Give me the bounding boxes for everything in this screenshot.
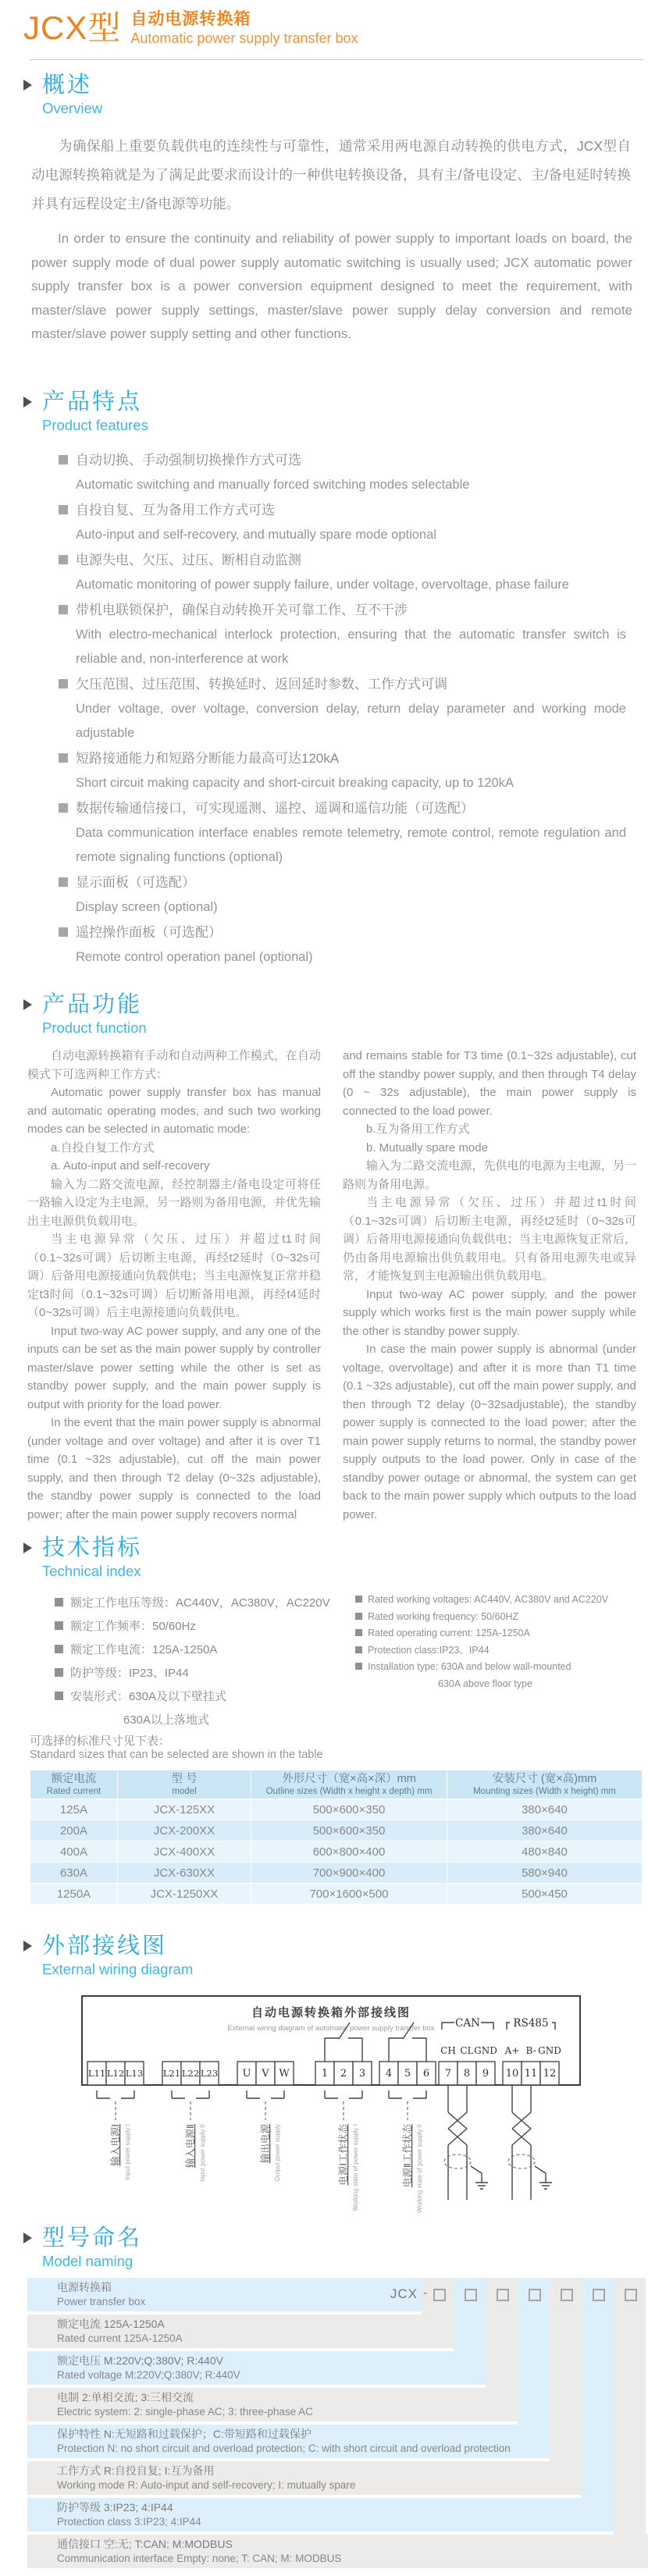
cell: JCX-200XX: [118, 1820, 251, 1841]
feature-en: Automatic switching and manually forced switching modes selectable: [76, 478, 470, 492]
list-item: [355, 1659, 644, 1676]
list-item: [59, 745, 626, 795]
terminal-label: 8: [463, 2068, 471, 2080]
table-row: [30, 1841, 643, 1863]
pin-label: CH: [440, 2045, 456, 2056]
square-bullet-icon: [59, 927, 68, 937]
cell: JCX-400XX: [118, 1841, 251, 1863]
model-code-box: [497, 2289, 509, 2301]
terminal-label: 4: [385, 2068, 393, 2080]
section-function: [0, 991, 648, 1524]
product-title-block: [130, 9, 358, 47]
feature-en: Data communication interface enables remote telemetry, remote control, remote regulation and remote signaling functions (optional): [76, 826, 626, 864]
terminal-label: L23: [200, 2068, 219, 2079]
section-title-cn: 型号命名: [42, 2226, 143, 2250]
table-row: [30, 1884, 643, 1905]
tech-item-en: Rated operating current: 125A-1250A: [368, 1628, 530, 1638]
cell: 600×800×400: [251, 1841, 447, 1863]
pin-label: A+: [504, 2045, 520, 2056]
cell: 500×600×350: [251, 1799, 447, 1820]
model-code-box: [465, 2289, 477, 2301]
column-header: 外形尺寸（宽×高×深）mm Outline sizes (Width x height x depth) mm: [251, 1770, 447, 1799]
cell: 500×600×350: [251, 1820, 447, 1841]
paragraph: 自动电源转换箱有手动和自动两种工作模式，在自动模式下可选两种工作方式：: [27, 1049, 321, 1081]
section-title-cn: 外部接线图: [42, 1934, 168, 1959]
square-bullet-icon: [59, 679, 68, 688]
model-row: 电制 2:单相交流; 3:三相交流 Electric system: 2: single-phase AC; 3: three-phase AC: [27, 2388, 518, 2421]
list-item: [59, 497, 626, 547]
tech-item-en: Rated working voltages: AC440V, AC380V and AC220V: [368, 1594, 609, 1605]
function-right-column: [343, 1047, 636, 1524]
ground-icon: [471, 2166, 488, 2189]
cell: 580×940: [447, 1863, 643, 1884]
paragraph: 输入为二路交流电源，先供电的电源为主电源，另一路则为备用电源。: [343, 1159, 636, 1191]
group-label-en: Working state of power supply I: [352, 2124, 359, 2211]
paragraph: b.互为备用工作方式: [366, 1123, 470, 1136]
wiring-diagram: [81, 1995, 581, 2223]
section-features: [0, 389, 648, 970]
terminal-label: 9: [482, 2068, 490, 2080]
list-item: [59, 671, 626, 745]
tech-item-en-sub: 630A above floor type: [438, 1678, 532, 1689]
feature-cn: 自动切换、手动强制切换操作方式可选: [76, 453, 301, 468]
cell: 700×1600×500: [251, 1884, 447, 1905]
square-bullet-icon: [55, 1598, 63, 1606]
paragraph: and remains stable for T3 time (0.1~32s adjustable), cut off the standby power supply, and then through T4 delay (0 ~ 32s adjustable), the main power supply is connected to the load power.: [343, 1049, 636, 1118]
model-stripe: [582, 2278, 614, 2532]
product-title-en: Automatic power supply transfer box: [130, 30, 358, 46]
tech-item-en: Rated working frequency: 50/60HZ: [368, 1610, 519, 1622]
paragraph: a.自投自复工作方式: [51, 1140, 155, 1155]
paragraph: a. Auto-input and self-recovery: [51, 1159, 210, 1172]
triangle-bullet-icon: [23, 2233, 32, 2243]
terminal-label: L22: [181, 2068, 200, 2079]
feature-cn: 数据传输通信接口，可实现遥测、遥控、遥调和遥信功能（可选配）: [76, 801, 474, 816]
list-item: [59, 447, 626, 497]
square-bullet-icon: [355, 1596, 362, 1603]
terminal-label: L21: [162, 2068, 181, 2079]
cell: JCX-1250XX: [118, 1884, 251, 1905]
terminal-label: 3: [358, 2068, 366, 2080]
cell: 500×450: [447, 1884, 643, 1905]
terminal-label: 12: [543, 2068, 557, 2080]
pin-label: GND: [474, 2045, 497, 2056]
tech-list-en: [355, 1592, 644, 1692]
cell: 380×640: [447, 1799, 643, 1820]
section-title-cn: 概述: [42, 73, 93, 98]
table-intro-cn: 可选择的标准尺寸见下表：: [30, 1735, 171, 1748]
group-label-cn: 输入电源Ⅰ: [110, 2124, 121, 2166]
paragraph: b. Mutually spare mode: [366, 1140, 488, 1155]
features-header: [0, 389, 648, 435]
pin-label: B-: [525, 2045, 536, 2056]
model-code-box: [593, 2289, 605, 2301]
ground-icon: [535, 2166, 552, 2189]
terminal-label: U: [242, 2068, 251, 2080]
cell: 480×840: [447, 1841, 643, 1863]
section-size-table: [0, 1735, 648, 1905]
group-label-cn: 电源Ⅰ工作状态: [338, 2124, 349, 2186]
triangle-bullet-icon: [23, 999, 32, 1010]
terminal-label: V: [262, 2068, 269, 2080]
rs485-bus-label: RS485: [513, 2017, 549, 2030]
feature-cn: 显示面板（可选配）: [76, 875, 195, 890]
terminal-label: L11: [87, 2068, 106, 2079]
feature-cn: 电源失电、欠压、过压、断相自动监测: [76, 553, 301, 568]
list-item: [55, 1615, 355, 1638]
terminal-label: 1: [321, 2068, 329, 2080]
list-item: [59, 547, 626, 597]
model-header: [0, 2225, 648, 2271]
triangle-bullet-icon: [23, 80, 32, 91]
section-title-en: External wiring diagram: [42, 1961, 194, 1977]
model-row: 电源转换箱 Power transfer box: [27, 2278, 422, 2311]
terminal-label: L12: [106, 2068, 125, 2079]
cell: 125A: [30, 1799, 118, 1820]
cell: JCX-125XX: [118, 1799, 251, 1820]
group-label-en: Output power supply: [274, 2124, 281, 2182]
terminal-label: 5: [404, 2068, 411, 2080]
table-intro-en: Standard sizes that can be selected are shown in the table: [30, 1749, 323, 1761]
cell: 630A: [30, 1863, 118, 1884]
tech-item-cn: 额定工作电流：125A-1250A: [70, 1643, 218, 1656]
feature-en: Remote control operation panel (optional): [76, 950, 313, 964]
terminal-label: L13: [125, 2068, 144, 2079]
group-label-en: Input power supply I: [124, 2124, 131, 2180]
square-bullet-icon: [59, 555, 68, 564]
list-item: [55, 1638, 355, 1662]
triangle-bullet-icon: [23, 1941, 32, 1952]
paragraph: In case the main power supply is abnormal (under voltage, overvoltage) and after it is more than T1 time (0.1 ~32s adjustable), cut off the main power supply, and then through T2 delay (0~32sadjustable), the standby power supply is connected to the load power; after the main power supply returns to normal, the standby power supply outputs to the load power. Only in case of the standby power outage or abnormal, the system can get back to the main power supply which outputs to the load power.: [343, 1343, 636, 1521]
feature-list: [59, 447, 626, 970]
list-item: [55, 1662, 355, 1685]
group-label-cn: 输出电源: [260, 2124, 271, 2164]
paragraph: 输入为二路交流电源，经控制器主/备电设定可将任一路输入设定为主电源，另一路则为备用电源，并优先输出主电源供负载用电。: [27, 1177, 321, 1228]
model-row: 通信接口 空:无; T:CAN; M:MODBUS Communication interface Empty: none; T: CAN; M: MODBUS: [27, 2535, 648, 2568]
terminal-label: 11: [524, 2068, 538, 2080]
square-bullet-icon: [59, 877, 68, 887]
cell: 200A: [30, 1820, 118, 1841]
column-header: 型 号 model: [118, 1770, 251, 1799]
section-title-en: Product features: [42, 417, 148, 433]
model-naming-diagram: [27, 2278, 648, 2568]
square-bullet-icon: [55, 1621, 63, 1630]
tech-header: [0, 1535, 648, 1581]
product-title-cn: 自动电源转换箱: [130, 10, 251, 28]
square-bullet-icon: [55, 1645, 63, 1653]
table-row: [30, 1863, 643, 1884]
terminal-label: 7: [444, 2068, 452, 2080]
group-label-en: Working state of power supply II: [416, 2124, 423, 2213]
overview-paragraph-cn: 为确保船上重要负载供电的连续性与可靠性，通常采用两电源自动转换的供电方式，JCX型自动电源转换箱就是为了满足此要求而设计的一种供电转换设备，具有主/备电设定、主/备电延时转换并具有远程设定主/备电源等功能。: [31, 138, 631, 212]
cell: 380×640: [447, 1820, 643, 1841]
table-row: [30, 1820, 643, 1841]
tech-item-cn: 防护等级：IP23、IP44: [70, 1667, 189, 1680]
group-label-en: Input power supply II: [199, 2124, 206, 2182]
twisted-pair-icon: [448, 2085, 467, 2200]
model-prefix: JCX: [390, 2286, 418, 2301]
model-stripe: [518, 2278, 550, 2458]
diagram-title-cn: 自动电源转换箱外部接线图: [251, 2006, 411, 2019]
paragraph: In the event that the main power supply is abnormal (under voltage and over voltage) and after it is over T1 time (0.1 ~32s adjustable), cut off the main power supply, and then through T2 delay (0~32s adjustable), the standby power supply is connected to the load power; after the main power supply recovers normal: [27, 1416, 321, 1521]
section-title-en: Overview: [42, 100, 103, 116]
square-bullet-icon: [55, 1692, 63, 1700]
terminal-label: W: [279, 2068, 290, 2080]
section-title-cn: 产品功能: [42, 992, 143, 1017]
model-code-box: [529, 2289, 541, 2301]
twisted-pair-icon: [512, 2085, 531, 2200]
wiring-header: [0, 1933, 648, 1979]
group-label-cn: 电源Ⅱ工作状态: [402, 2124, 413, 2188]
model-code-box: [625, 2289, 637, 2301]
feature-en: Display screen (optional): [76, 900, 218, 914]
section-title-en: Product function: [42, 1019, 147, 1036]
page-header: [23, 8, 358, 48]
paragraph: 当主电源异常（欠压、过压）并超过t1时间（0.1~32s可调）后切断主电源，再经t2延时（0~32s可调）后备用电源接通向负载供电；当主电源恢复正常后，仍由备用电源输出供负载用电。只有备用电源失电或异常，才能恢复到主电源输出供负载用电。: [343, 1196, 636, 1283]
section-tech-index: [0, 1535, 648, 1730]
function-columns: [27, 1047, 636, 1524]
feature-cn: 带机电联锁保护，确保自动转换开关可靠工作、互不干涉: [76, 603, 408, 617]
list-item: [55, 1592, 355, 1615]
can-bus-label: CAN: [455, 2017, 480, 2030]
square-bullet-icon: [55, 1668, 63, 1677]
feature-cn: 短路接通能力和短路分断能力最高可达120kA: [76, 751, 340, 766]
tech-item-en: Protection class:IP23、IP44: [368, 1644, 490, 1656]
list-item: [355, 1642, 644, 1660]
list-item: [355, 1625, 644, 1642]
feature-cn: 自投自复、互为备用工作方式可选: [76, 503, 275, 518]
list-item: [59, 920, 626, 970]
section-title-en: Technical index: [42, 1563, 141, 1579]
feature-en: Short circuit making capacity and short-circuit breaking capacity, up to 120kA: [76, 776, 514, 790]
model-row: 防护等级 3:IP23; 4:IP44 Protection class 3:IP23; 4:IP44: [27, 2498, 614, 2532]
tech-item-en: Installation type: 630A and below wall-mounted: [368, 1661, 571, 1672]
model-row: 额定电流 125A-1250A Rated current 125A-1250A: [27, 2314, 454, 2348]
list-item: [59, 795, 626, 870]
model-code-box: [433, 2289, 446, 2301]
column-header: 额定电流 Rated current: [30, 1770, 118, 1799]
cell: JCX-630XX: [118, 1863, 251, 1884]
column-header: 安装尺寸 (宽×高)mm Mounting sizes (Width x height) mm: [447, 1770, 643, 1799]
square-bullet-icon: [59, 505, 68, 514]
feature-cn: 遥控操作面板（可选配）: [76, 925, 222, 940]
function-left-column: [27, 1047, 321, 1524]
paragraph: Automatic power supply transfer box has manual and automatic operating modes, and such two working modes can be selected in automatic mode:: [27, 1086, 321, 1136]
paragraph: Input two-way AC power supply, and the power supply which works first is the main power supply while the other is standby power supply.: [343, 1287, 636, 1338]
square-bullet-icon: [59, 753, 68, 763]
overview-header: [0, 72, 648, 118]
function-header: [0, 991, 648, 1037]
feature-en: With electro-mechanical interlock protection, ensuring that the automatic transfer switch is reliable and, non-interference at work: [76, 628, 626, 666]
feature-en: Under voltage, over voltage, conversion delay, return delay parameter and working mode adjustable: [76, 702, 626, 740]
section-wiring: [0, 1933, 648, 2225]
square-bullet-icon: [355, 1663, 362, 1670]
header-divider: [30, 59, 643, 60]
tech-list-cn: [55, 1592, 355, 1732]
section-overview: [0, 72, 648, 347]
square-bullet-icon: [59, 605, 68, 614]
list-item: [59, 870, 626, 920]
square-bullet-icon: [59, 455, 68, 464]
tech-item-cn: 额定工作频率：50/60Hz: [70, 1620, 196, 1633]
section-title-cn: 技术指标: [42, 1535, 143, 1560]
tech-item-cn-sub: 630A以上落地式: [123, 1713, 210, 1727]
triangle-bullet-icon: [23, 1542, 32, 1553]
model-stripe: [614, 2278, 646, 2568]
product-model: JCX型: [23, 9, 122, 46]
model-row: 工作方式 R:自投自复; I:互为备用 Working mode R: Auto-input and self-recovery; I: mutually spare: [27, 2461, 582, 2495]
pin-label: GND: [538, 2045, 561, 2056]
cell: 400A: [30, 1841, 118, 1863]
cell: 1250A: [30, 1884, 118, 1905]
list-item: [55, 1685, 355, 1709]
model-row: 额定电压 M:220V;Q:380V; R:440V Rated voltage M:220V;Q:380V; R:440V: [27, 2351, 486, 2385]
feature-cn: 欠压范围、过压范围、转换延时、返回延时参数、工作方式可调: [76, 677, 447, 692]
list-item: [355, 1592, 644, 1609]
triangle-bullet-icon: [23, 397, 32, 407]
square-bullet-icon: [59, 803, 68, 813]
feature-en: Auto-input and self-recovery, and mutually spare mode optional: [76, 528, 436, 542]
group-label-cn: 输入电源Ⅱ: [185, 2124, 196, 2169]
model-code-box: [561, 2289, 573, 2301]
list-item: [355, 1609, 644, 1626]
table-row: [30, 1799, 643, 1820]
cell: 700×900×400: [251, 1863, 447, 1884]
model-row: 保护特性 N:无短路和过载保护；C:带短路和过载保护 Protection N: no short circuit and overload protection; C: with short circuit and overload protection: [27, 2425, 550, 2458]
feature-en: Automatic monitoring of power supply failure, under voltage, overvoltage, phase failure: [76, 578, 569, 592]
standard-sizes-table: [30, 1770, 643, 1905]
model-dash: -: [423, 2286, 428, 2300]
table-header-row: [30, 1770, 643, 1799]
terminal-label: 10: [505, 2068, 519, 2080]
section-title-en: Model naming: [42, 2253, 134, 2269]
square-bullet-icon: [355, 1613, 362, 1620]
list-item: [59, 597, 626, 671]
tech-item-cn: 安装形式：630A及以下壁挂式: [70, 1690, 227, 1703]
section-model-naming: [0, 2225, 648, 2576]
diagram-title-en: External wiring diagram of automatic power supply transfer box: [227, 2024, 435, 2033]
paragraph: Input two-way AC power supply, and any one of the inputs can be set as the main power supply by controller master/slave power setting while the other is set as standby power supply, and the main power supply is output with priority for the load power.: [27, 1324, 321, 1411]
paragraph: 当主电源异常（欠压、过压）并超过t1时间（0.1~32s可调）后切断主电源，再经t2延时（0~32s可调）后备用电源接通向负载供电；当主电源恢复正常并稳定t3时间（0.1~32s可调）后切断备用电源，再经t4延时（0~32s可调）后主电源接通向负载供电。: [27, 1233, 321, 1319]
terminal-label: 2: [340, 2068, 347, 2080]
square-bullet-icon: [355, 1629, 362, 1636]
pin-label: CL: [460, 2045, 474, 2056]
overview-paragraph-en: In order to ensure the continuity and reliability of power supply to important loads on board, the power supply mode of dual power supply automatic switching is usually used; JCX automatic power supply transfer box is a power conversion equipment designed to meet the requirement, with master/slave power supply settings, master/slave power supply delay conversion and remote master/slave power supply setting and other functions.: [31, 231, 632, 341]
terminal-label: 6: [422, 2068, 430, 2080]
tech-item-cn: 额定工作电压等级：AC440V，AC380V，AC220V: [70, 1596, 330, 1610]
square-bullet-icon: [355, 1646, 362, 1653]
model-stripe: [550, 2278, 582, 2495]
section-title-cn: 产品特点: [42, 390, 143, 415]
